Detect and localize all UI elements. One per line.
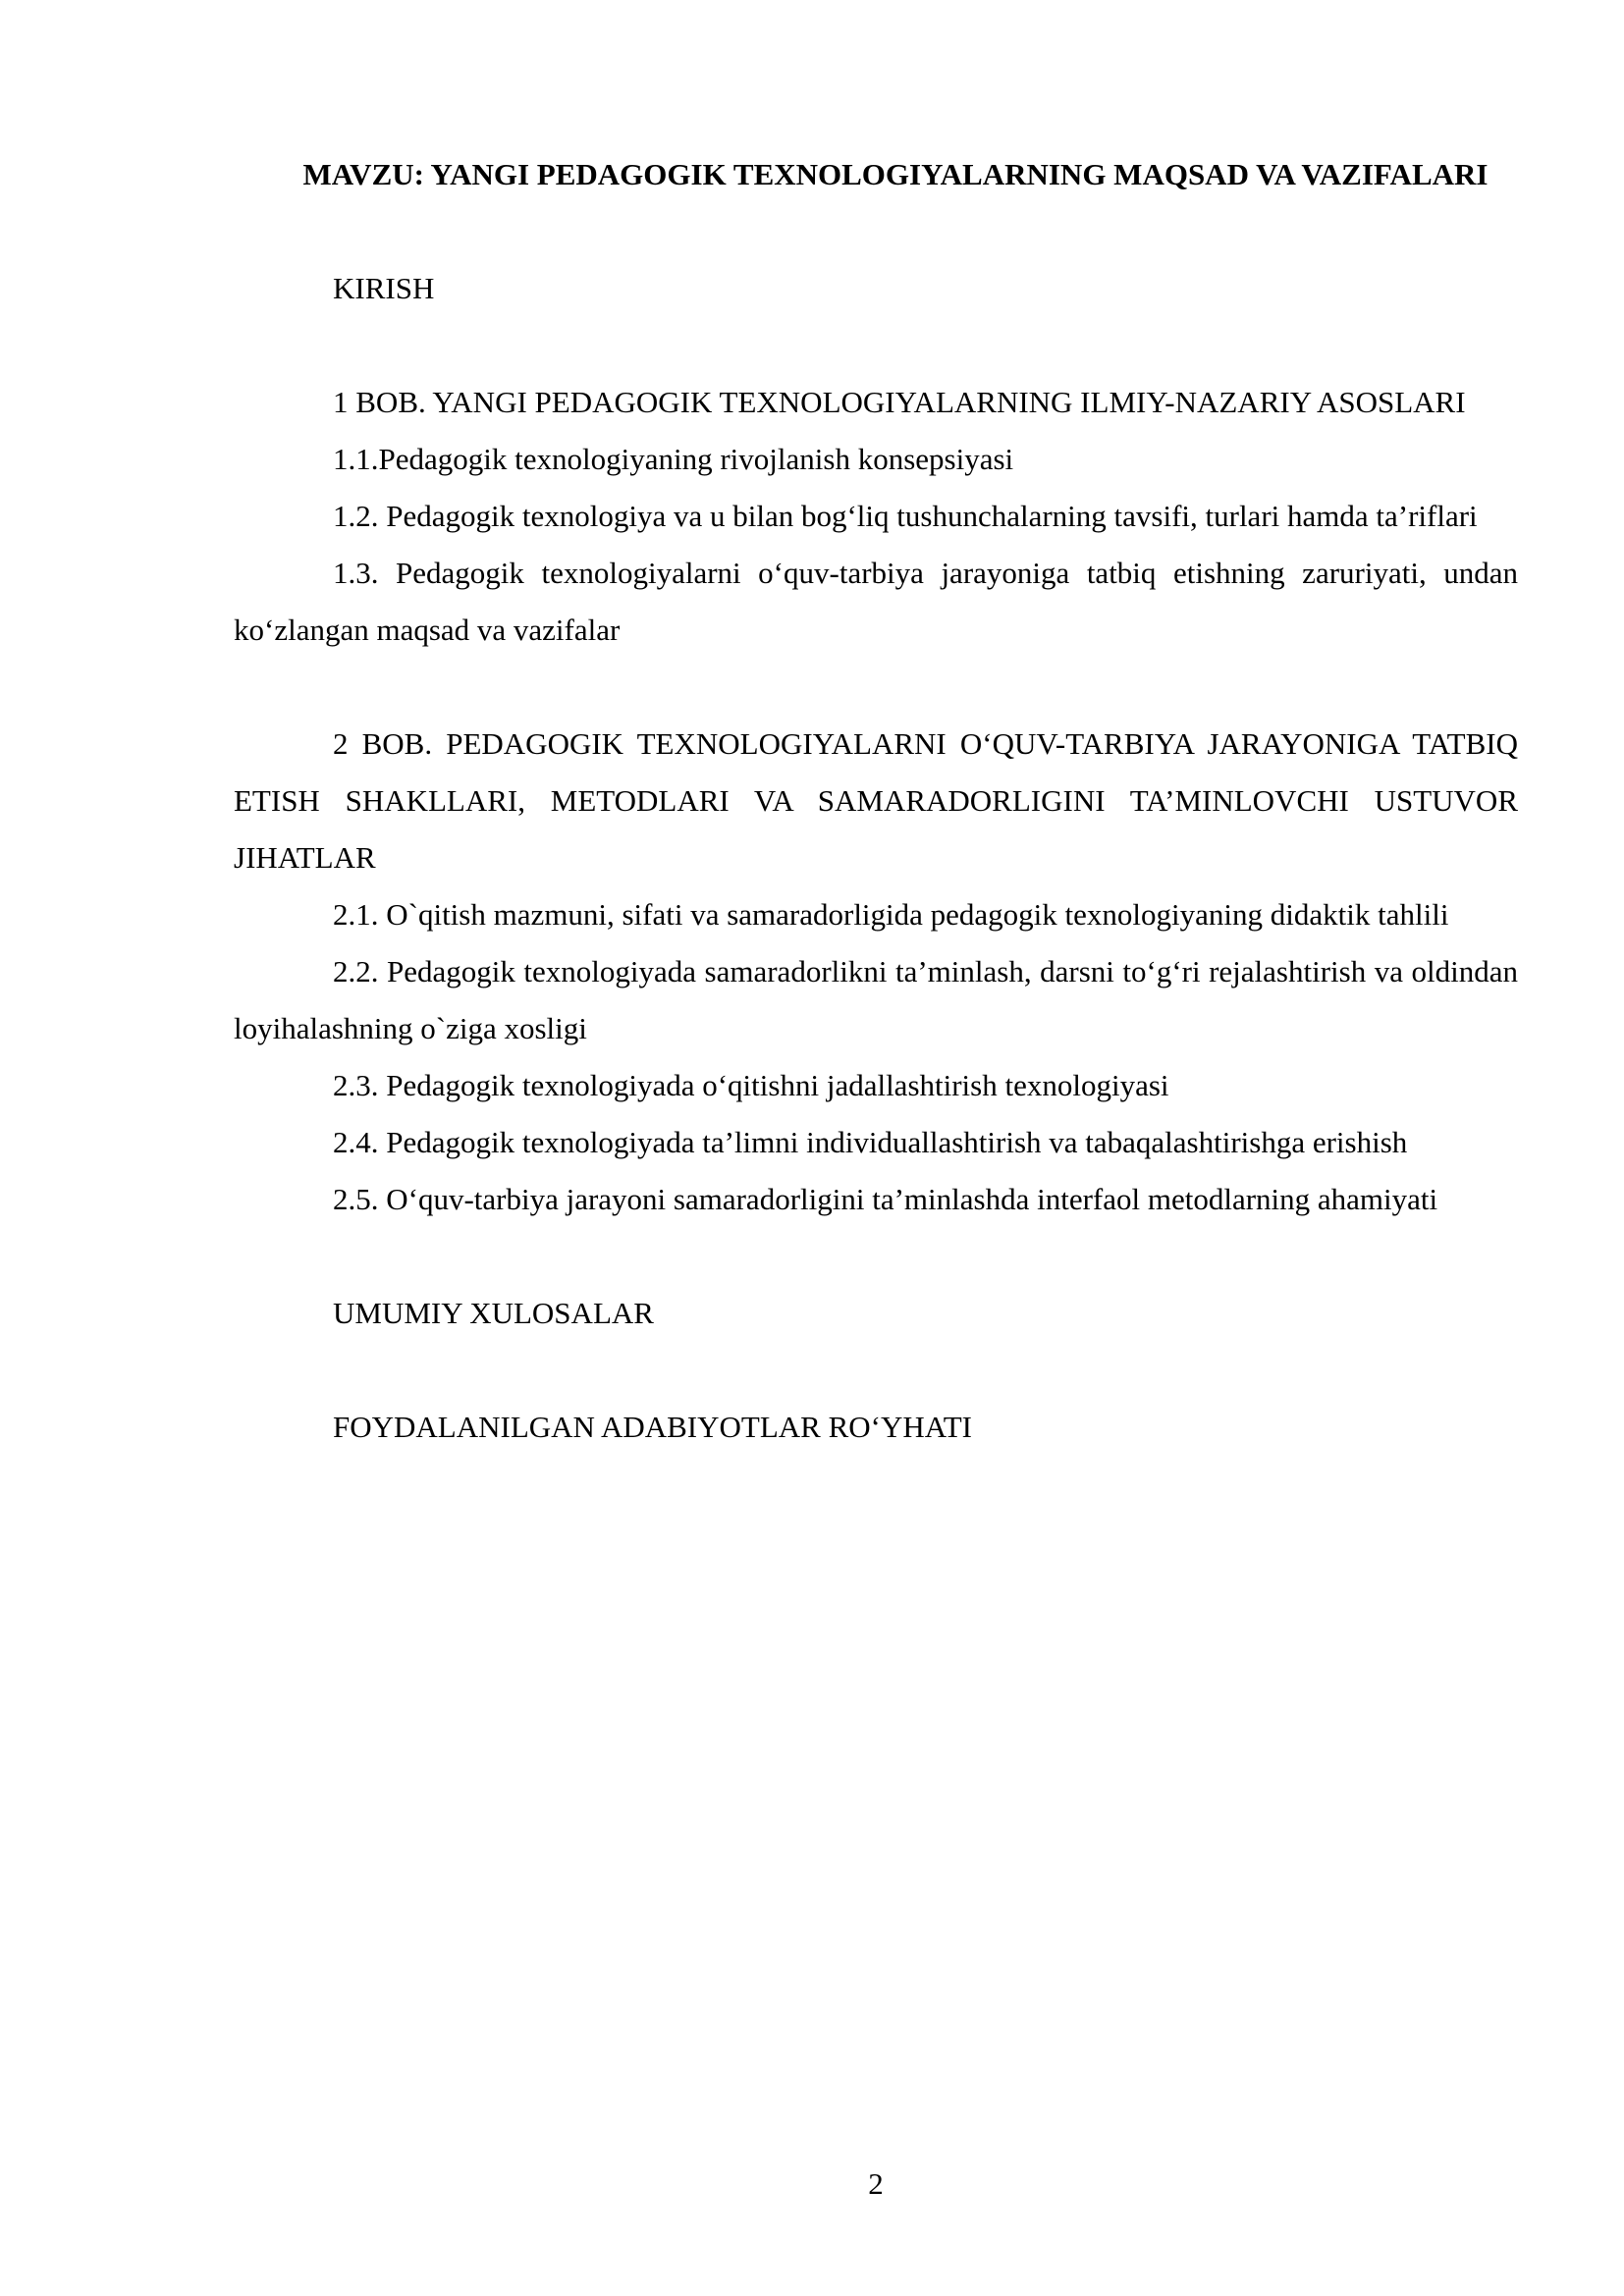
intro-heading: KIRISH xyxy=(333,271,435,305)
chapter2-item: 2.1. O`qitish mazmuni, sifati va samaradorligida pedagogik texnologiyaning didaktik tahlili xyxy=(333,897,1449,932)
page-number: 2 xyxy=(868,2166,884,2201)
chapter2-item: 2.4. Pedagogik texnologiyada ta’limni individuallashtirish va tabaqalashtirishga erishish xyxy=(333,1125,1408,1159)
document-page xyxy=(234,145,1518,1456)
chapter1-item: 1.1.Pedagogik texnologiyaning rivojlanish konsepsiyasi xyxy=(333,442,1014,476)
chapter2-item: 2.5. O‘quv-tarbiya jarayoni samaradorligini ta’minlashda interfaol metodlarning ahamiyati xyxy=(333,1182,1438,1216)
chapter2-heading: 2 BOB. PEDAGOGIK TEXNOLOGIYALARNI O‘QUV-TARBIYA JARAYONIGA TATBIQ ETISH SHAKLLARI, METODLARI VA SAMARADORLIGINI TA’MINLOVCHI USTUVOR JIHATLAR xyxy=(234,726,1518,875)
chapter1-item: 1.3. Pedagogik texnologiyalarni o‘quv-tarbiya jarayoniga tatbiq etishning zaruriyati, undan ko‘zlangan maqsad va vazifalar xyxy=(234,556,1518,647)
chapter1-heading: 1 BOB. YANGI PEDAGOGIK TEXNOLOGIYALARNING ILMIY-NAZARIY ASOSLARI xyxy=(333,385,1466,419)
chapter2-item: 2.2. Pedagogik texnologiyada samaradorlikni ta’minlash, darsni to‘g‘ri rejalashtirish va oldindan loyihalashning o`ziga xosligi xyxy=(234,954,1518,1045)
conclusion-heading: UMUMIY XULOSALAR xyxy=(333,1296,654,1330)
references-heading: FOYDALANILGAN ADABIYOTLAR RO‘YHATI xyxy=(333,1410,972,1444)
document-title: MAVZU: YANGI PEDAGOGIK TEXNOLOGIYALARNING MAQSAD VA VAZIFALARI xyxy=(302,157,1489,191)
chapter2-item: 2.3. Pedagogik texnologiyada o‘qitishni jadallashtirish texnologiyasi xyxy=(333,1068,1169,1102)
chapter1-item: 1.2. Pedagogik texnologiya va u bilan bog‘liq tushunchalarning tavsifi, turlari hamda ta’riflari xyxy=(333,499,1478,533)
